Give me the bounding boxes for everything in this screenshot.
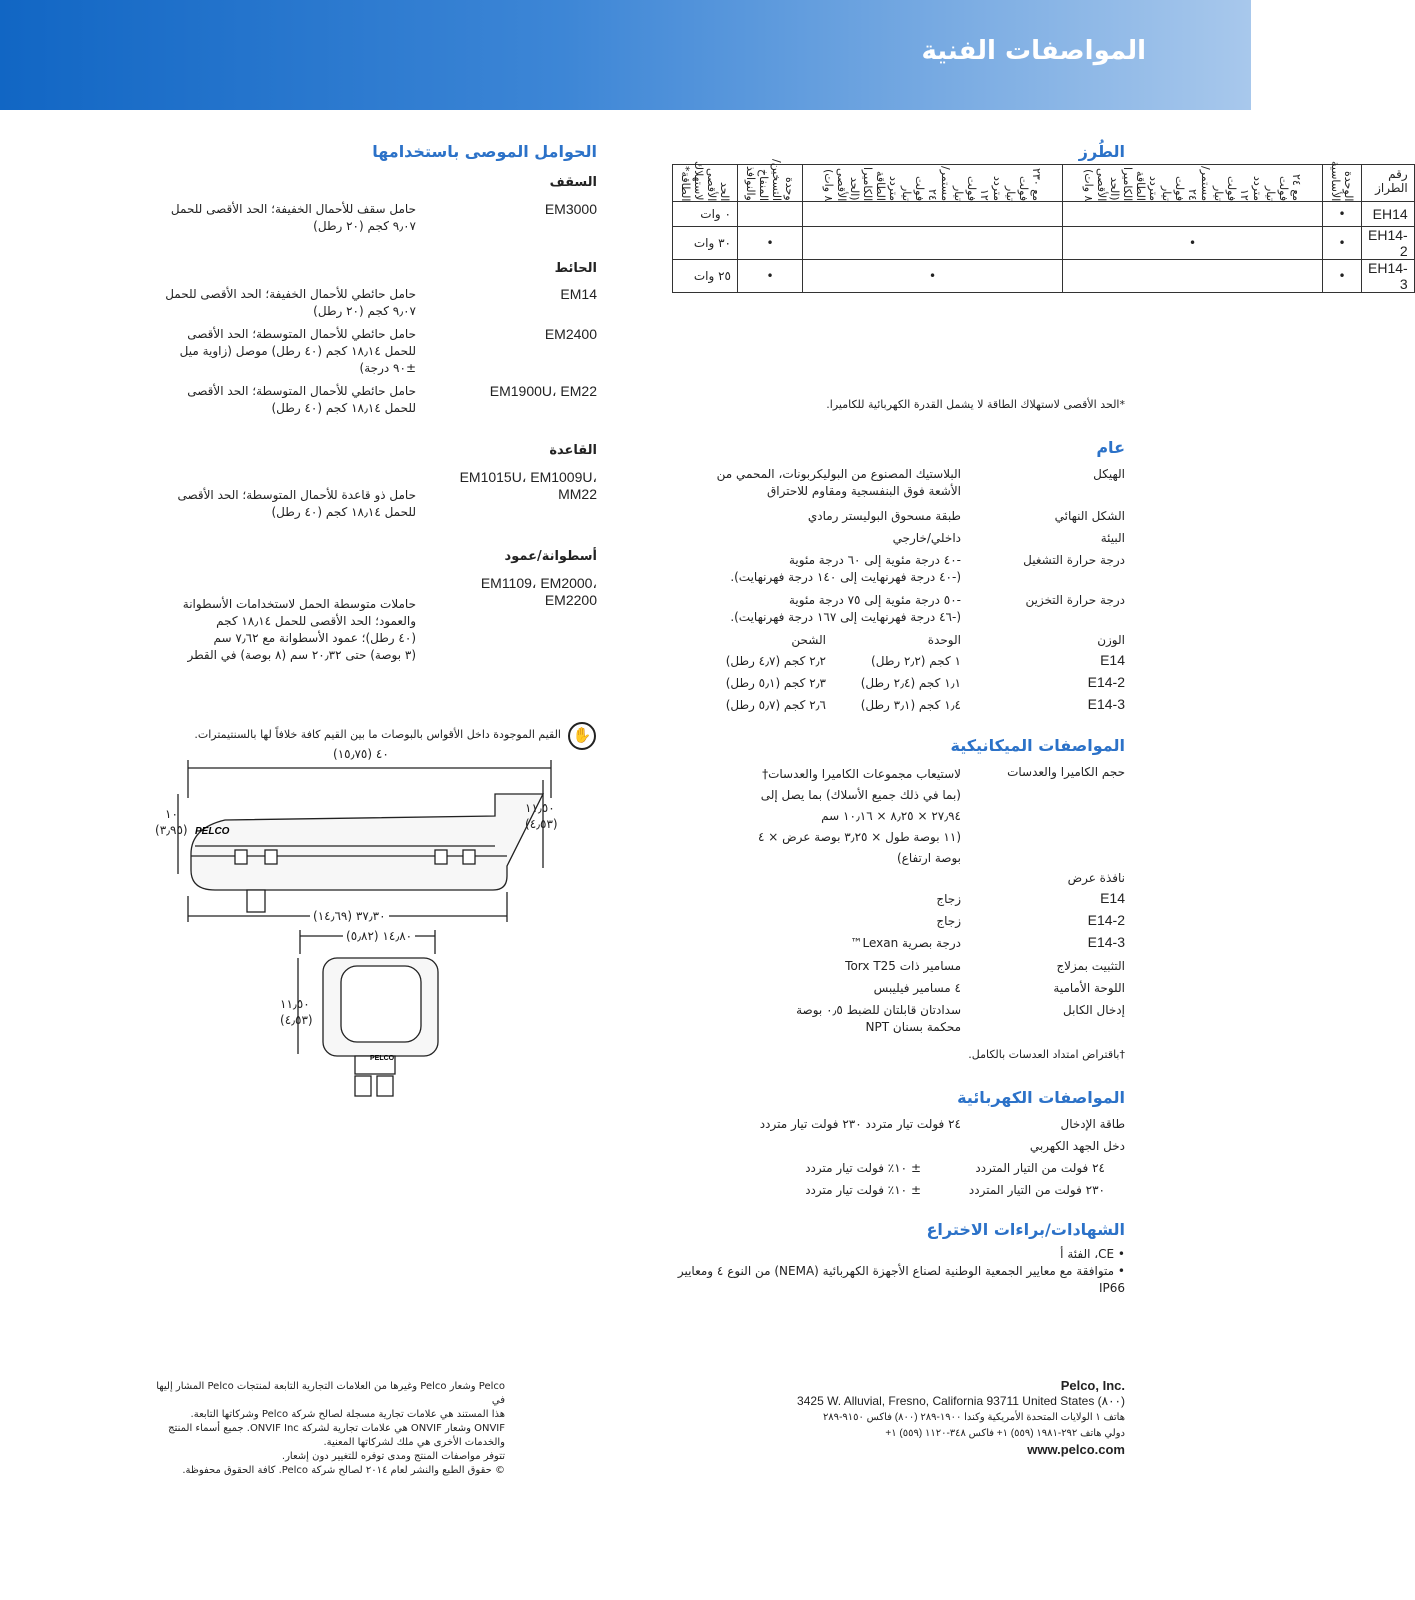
- table-row: ٠ وات • EH14: [673, 202, 1415, 227]
- window-model: E14-2: [1087, 912, 1125, 928]
- spec-key: حجم الكاميرا والعدسات: [1007, 765, 1125, 779]
- weight-ship: ٢٫٦ كجم (٥٫٧ رطل): [725, 698, 826, 712]
- models-footnote: *الحد الأقصى لاستهلاك الطاقة لا يشمل القدرة الكهربائية للكاميرا.: [826, 398, 1125, 411]
- spec-key: إدخال الكابل: [1063, 1003, 1125, 1017]
- mount-code: EM3000: [544, 201, 597, 217]
- col-header: مع ٢٣٠ فولت تيار متردد ١٢ فولت تيار مستمر/٢٤ فولت تيار متردد الطاقة الكاميرا (الحد الأقصى ٨ وات): [803, 165, 1063, 202]
- weight-model: E14-3: [1087, 696, 1125, 712]
- mount-code: EM1015U، EM1009U، MM22: [459, 469, 597, 502]
- spec-key: الشكل النهائي: [1054, 509, 1125, 523]
- dim-front-height: ١١٫٥٠: [280, 997, 310, 1011]
- header-banner: [0, 0, 1251, 110]
- company-phone-intl: دولي هاتف ٢٩٢-١٩٨١ (٥٥٩) ١+ فاكس ٣٤٨-١١٢٠ (٥٥٩) ١+: [885, 1428, 1125, 1439]
- col-header: الوحدة الأساسية: [1323, 165, 1362, 202]
- mount-desc: حامل سقف للأحمال الخفيفة؛ الحد الأقصى للحمل ٩٫٠٧ كجم (٢٠ رطل): [170, 202, 416, 233]
- legal-text: Pelco وشعار Pelco وغيرها من العلامات التجارية التابعة لمنتجات Pelco المشار إليها في هذا المستند هي علامات تجارية مسجلة لصالح شركة Pelco وشركاتها التابعة. ONVIF وشعار ONVIF هي علامات تجارية لشركة ONVIF Inc. جميع أسماء المنتج والخدمات الأخرى هي ملك لشركاتها المعنية. تتوفر مواصفات المنتج ومدى توفره للتغيير دون إشعار. © حقوق الطبع والنشر لعام ٢٠١٤ لصالح شركة Pelco. كافة الحقوق محفوظة.: [156, 1381, 505, 1476]
- models-table: [672, 158, 1415, 293]
- weight-unit: ١ كجم (٢٫٢ رطل): [871, 654, 961, 668]
- dim-front-width: ١٤٫٨٠ (٥٫٨٢): [343, 928, 415, 945]
- weight-model: E14-2: [1087, 674, 1125, 690]
- window-model: E14-3: [1087, 934, 1125, 950]
- mount-group-title: الحائط: [554, 261, 597, 276]
- mount-desc: حامل حائطي للأحمال الخفيفة؛ الحد الأقصى للحمل ٩٫٠٧ كجم (٢٠ رطل): [165, 287, 416, 318]
- mount-group-title: أسطوانة/عمود: [504, 549, 597, 564]
- col-header: الحد الأقصى لاستهلاك الطاقة*: [673, 165, 738, 202]
- company-website[interactable]: www.pelco.com: [1027, 1442, 1125, 1457]
- units-note: القيم الموجودة داخل الأقواس بالبوصات ما بين القيم كافة خلافاً لها بالسنتيمترات.: [194, 728, 561, 741]
- spec-key: الهيكل: [1093, 467, 1125, 481]
- weight-unit-header: الوحدة: [927, 633, 961, 647]
- weight-unit: ١٫١ كجم (٢٫٤ رطل): [860, 676, 961, 690]
- spec-value: ± ١٠٪ فولت تيار متردد: [805, 1183, 921, 1197]
- spec-key: التثبيت بمزلاج: [1056, 959, 1125, 973]
- window-model: E14: [1100, 890, 1125, 906]
- spec-value: داخلي/خارجي: [892, 531, 961, 545]
- spec-value: طبقة مسحوق البوليستر رمادي: [807, 509, 961, 523]
- spec-value: -٥٠ درجة مئوية إلى ٧٥ درجة مئوية (-٤٦ درجة فهرنهايت إلى ١٦٧ درجة فهرنهايت).: [730, 593, 961, 624]
- spec-value: -٤٠ درجة مئوية إلى ٦٠ درجة مئوية (-٤٠ درجة فهرنهايت إلى ١٤٠ درجة فهرنهايت).: [730, 553, 961, 584]
- mount-code: EM1109، EM2000، EM2200: [480, 575, 597, 608]
- dim-height-left-in: (٣٫٩٥): [155, 823, 188, 837]
- hand-icon: ✋: [568, 722, 596, 750]
- spec-key: درجة حرارة التشغيل: [1023, 553, 1125, 567]
- col-header: وحدة التسخين/المنفاخ والنوافذ: [738, 165, 803, 202]
- mount-group-title: السقف: [549, 175, 597, 190]
- general-heading: عام: [1096, 438, 1125, 457]
- mount-code: EM1900U، EM22: [489, 383, 597, 399]
- weight-unit: ١٫٤ كجم (٣٫١ رطل): [860, 698, 961, 712]
- brand-logo: PELCO: [195, 826, 230, 837]
- window-value: درجة بصرية Lexan™: [850, 936, 961, 950]
- spec-key: ٢٣٠ فولت من التيار المتردد: [968, 1183, 1105, 1197]
- window-value: زجاج: [936, 892, 961, 906]
- mount-desc: حاملات متوسطة الحمل لاستخدامات الأسطوانة والعمود؛ الحد الأقصى للحمل ١٨٫١٤ كجم (٤٠ رطل)؛ عمود الأسطوانة مع ٧٫٦٢ سم (٣ بوصة) حتى ٢٠٫٣٢ سم (٨ بوصة) في القطر: [182, 597, 416, 662]
- spec-key: اللوحة الأمامية: [1053, 981, 1125, 995]
- mount-code: EM2400: [544, 326, 597, 342]
- mechanical-heading: المواصفات الميكانيكية: [950, 736, 1125, 755]
- spec-key: طاقة الإدخال: [1060, 1117, 1125, 1131]
- page-title: المواصفات الفنية: [921, 36, 1146, 66]
- mount-code: EM14: [560, 286, 597, 302]
- spec-key: البيئة: [1100, 531, 1125, 545]
- table-row: ٢٥ وات • • • EH14-3: [673, 260, 1415, 293]
- dim-front-height-in: (٤٫٥٣): [280, 1013, 313, 1027]
- mount-desc: حامل حائطي للأحمال المتوسطة؛ الحد الأقصى للحمل ١٨٫١٤ كجم (٤٠ رطل) موصل (زاوية ميل ±٩٠ درجة): [179, 327, 416, 375]
- cert-list: [665, 1246, 1125, 1297]
- dim-length: ٣٧٫٣٠ (١٤٫٦٩): [310, 908, 389, 925]
- spec-key: دخل الجهد الكهربي: [1029, 1139, 1125, 1153]
- brand-logo: PELCO: [370, 1055, 395, 1062]
- spec-value: سدادتان قابلتان للضبط ٠٫٥ بوصة محكمة بسنان NPT: [796, 1003, 961, 1034]
- weight-title: الوزن: [1097, 633, 1125, 647]
- list-item: • متوافقة مع معايير الجمعية الوطنية لصناع الأجهزة الكهربائية (NEMA) من النوع ٤ ومعايير IP66: [677, 1264, 1125, 1295]
- electrical-heading: المواصفات الكهربائية: [957, 1088, 1125, 1107]
- spec-value: ٢٤ فولت تيار متردد ٢٣٠ فولت تيار متردد: [759, 1117, 961, 1131]
- col-header-model: رقم الطراز: [1362, 165, 1415, 202]
- window-value: زجاج: [936, 914, 961, 928]
- certs-heading: الشهادات/براءات الاختراع: [926, 1220, 1125, 1239]
- dim-width: ٤٠ (١٥٫٧٥): [330, 746, 392, 763]
- company-phone: هاتف ١ الولايات المتحدة الأمريكية وكندا ١٩٠٠-٢٨٩ (٨٠٠) فاكس ٩١٥٠-٢٨٩: [822, 1412, 1125, 1423]
- spec-value: مسامير ذات Torx T25: [845, 959, 961, 973]
- spec-value: البلاستيك المصنوع من البوليكربونات، المحمي من الأشعة فوق البنفسجية ومقاوم للاحتراق: [716, 467, 961, 498]
- mount-desc: حامل ذو قاعدة للأحمال المتوسطة؛ الحد الأقصى للحمل ١٨٫١٤ كجم (٤٠ رطل): [177, 488, 416, 519]
- company-info: [705, 1378, 1125, 1457]
- dim-height-left: ١٠: [165, 807, 178, 821]
- dim-height-right-in: (٤٫٥٣): [525, 817, 558, 831]
- weight-model: E14: [1100, 652, 1125, 668]
- mount-group-title: القاعدة: [549, 443, 597, 458]
- spec-key: درجة حرارة التخزين: [1025, 593, 1125, 607]
- spec-key: ٢٤ فولت من التيار المتردد: [975, 1161, 1105, 1175]
- housing-drawing: [155, 758, 575, 1138]
- table-row: ٣٠ وات • • • EH14-2: [673, 227, 1415, 260]
- dim-height-right: ١١٫٥٠: [525, 801, 555, 815]
- company-address: 3425 W. Alluvial, Fresno, California 93711 United States (٨٠٠): [797, 1394, 1125, 1408]
- spec-value: ± ١٠٪ فولت تيار متردد: [805, 1161, 921, 1175]
- models-heading: الطُرز: [1078, 142, 1125, 161]
- spec-value: لاستيعاب مجموعات الكاميرا والعدسات† (بما في ذلك جميع الأسلاك) بما يصل إلى ٢٧٫٩٤ × ٨٫٢٥ × ١٠٫١٦ سم (١١ بوصة طول × ٣٫٢٥ بوصة عرض × ٤ بوصة ارتفاع): [758, 767, 961, 865]
- col-header: مع ٢٤ فولت تيار متردد ١٢ فولت تيار مستمر/٢٤ فولت تيار متردد الطاقة الكاميرا (الحد الأقصى ٨ وات): [1063, 165, 1323, 202]
- mechanical-footnote: †باقتراض امتداد العدسات بالكامل.: [968, 1048, 1125, 1061]
- window-title: نافذة عرض: [1067, 871, 1125, 885]
- company-name: Pelco, Inc.: [1060, 1378, 1125, 1393]
- mounts-heading: الحوامل الموصى باستخدامها: [372, 142, 597, 161]
- weight-ship-header: الشحن: [791, 633, 826, 647]
- mount-desc: حامل حائطي للأحمال المتوسطة؛ الحد الأقصى للحمل ١٨٫١٤ كجم (٤٠ رطل): [187, 384, 416, 415]
- weight-ship: ٢٫٣ كجم (٥٫١ رطل): [725, 676, 826, 690]
- weight-ship: ٢٫٢ كجم (٤٫٧ رطل): [725, 654, 826, 668]
- spec-value: ٤ مسامير فيليبس: [873, 981, 961, 995]
- list-item: • CE، الفئة أ: [1060, 1247, 1125, 1261]
